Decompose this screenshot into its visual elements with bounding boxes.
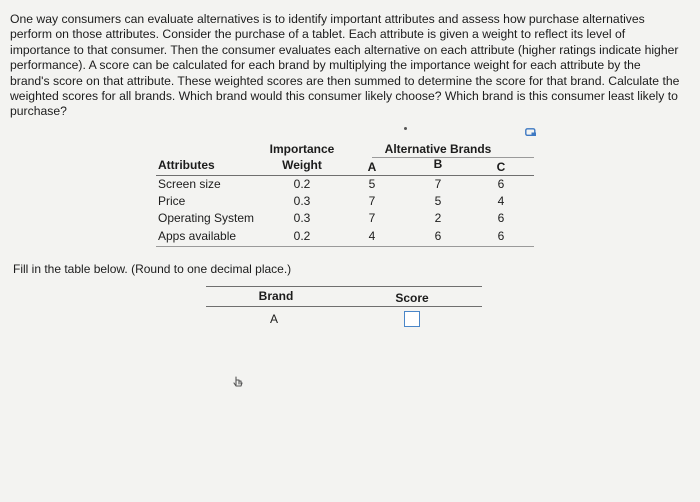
brand-b-header: B	[433, 157, 443, 171]
instruction-text: Fill in the table below. (Round to one decimal place.)	[13, 262, 292, 276]
stray-dot	[404, 127, 407, 130]
brand-c-score: 4	[497, 194, 505, 208]
brand-b-score: 2	[434, 211, 442, 225]
question-text: One way consumers can evaluate alternatives is to identify important attributes and assess how purchase alternatives perform on those attributes. Consider the purchase of a tablet. Each attribute is given a weight to reflect its level of importance to that consumer. Then the consumer evaluates each alternative on each attribute (higher ratings indicate higher performance). A score can be calculated for each brand by multiplying the importance weight for each attribute by the brand's score on that attribute. These weighted scores are then summed to determine the score for that brand. Calculate the weighted scores for all brands. Which brand would this consumer likely choose? Which brand is this consumer least likely to purchase?	[10, 12, 680, 119]
alternatives-header: Alternative Brands	[384, 142, 492, 156]
weight-value: 0.2	[293, 229, 311, 243]
brand-b-score: 5	[434, 194, 442, 208]
alternatives-rule	[372, 157, 534, 158]
score-row-brand: A	[269, 312, 279, 326]
brand-a-header: A	[367, 160, 377, 174]
score-table-top-rule	[206, 286, 482, 287]
weight-value: 0.2	[293, 177, 311, 191]
brand-a-score: 7	[368, 211, 376, 225]
weight-value: 0.3	[293, 194, 311, 208]
brand-a-score: 5	[368, 177, 376, 191]
brand-a-score: 7	[368, 194, 376, 208]
header-rule	[156, 175, 534, 176]
table-bottom-rule	[156, 246, 534, 247]
attribute-label: Screen size	[158, 177, 221, 191]
brand-a-score: 4	[368, 229, 376, 243]
weight-value: 0.3	[293, 211, 311, 225]
brand-b-score: 7	[434, 177, 442, 191]
brand-c-header: C	[496, 160, 506, 174]
attribute-label: Operating System	[158, 211, 255, 225]
score-header-rule	[206, 306, 482, 307]
attribute-label: Price	[158, 194, 186, 208]
brand-c-score: 6	[497, 177, 505, 191]
importance-header: Importance	[269, 142, 335, 156]
cursor-icon	[232, 376, 244, 390]
brand-c-score: 6	[497, 229, 505, 243]
brand-c-score: 6	[497, 211, 505, 225]
brand-b-score: 6	[434, 229, 442, 243]
attribute-label: Apps available	[158, 229, 237, 243]
weight-header: Weight	[282, 158, 322, 172]
score-column-header: Score	[395, 291, 429, 305]
brand-column-header: Brand	[258, 289, 294, 303]
score-input-brand-a[interactable]	[404, 311, 420, 327]
attributes-header: Attributes	[158, 158, 215, 172]
edit-icon[interactable]	[525, 128, 537, 137]
score-table	[206, 286, 482, 336]
attributes-table	[156, 140, 534, 250]
